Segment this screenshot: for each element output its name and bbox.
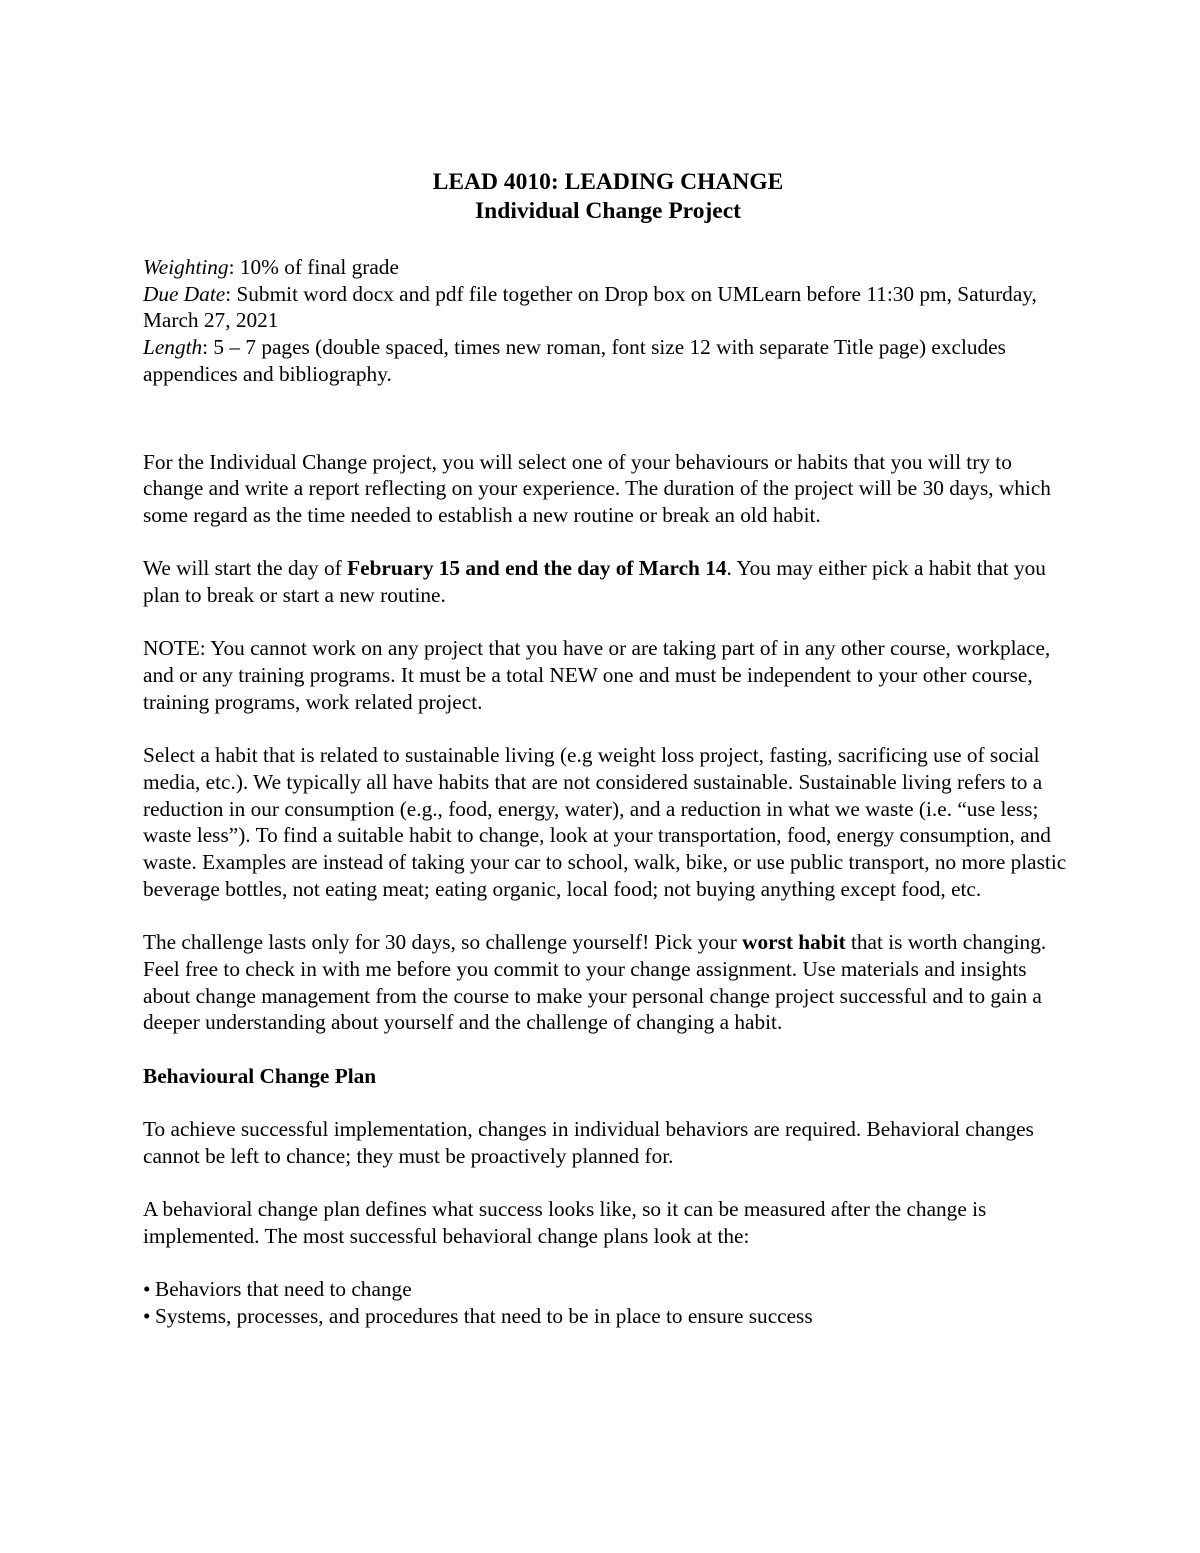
length-value: : 5 – 7 pages (double spaced, times new roman, font size 12 with separate Title page) excludes appendices and bibliography.: [143, 335, 1006, 386]
weighting-line: [143, 254, 1073, 281]
bullet-icon: •: [143, 1277, 151, 1302]
sustainable-habit-paragraph: Select a habit that is related to sustainable living (e.g weight loss project, fasting, sacrificing use of social media, etc.). We typically all have habits that are not considered sustainable. Sustainable living refers to a reduction in our consumption (e.g., food, energy, water), and a reduction in what we waste (i.e. “use less; waste less”). To find a suitable habit to change, look at your transportation, food, energy consumption, and waste. Examples are instead of taking your car to school, walk, bike, or use public transport, no more plastic beverage bottles, not eating meat; eating organic, local food; not buying anything except food, etc.: [143, 743, 1067, 901]
due-date-value: : Submit word docx and pdf file together on Drop box on UMLearn before 11:30 pm, Saturday, March 27, 2021: [143, 281, 1037, 333]
bullet-text: Behaviors that need to change: [155, 1277, 412, 1302]
challenge-text-before: The challenge lasts only for 30 days, so challenge yourself! Pick your: [143, 930, 743, 955]
implementation-paragraph: To achieve successful implementation, changes in individual behaviors are required. Behavioral changes cannot be left to chance; they must be proactively planned for.: [143, 1117, 1034, 1168]
challenge-text-after: that is worth changing. Feel free to check in with me before you commit to your change assignment. Use materials and insights about change management from the course to make your personal change project successful and to gain a deeper understanding about yourself and the challenge of changing a habit.: [143, 930, 1047, 1035]
list-item: [143, 1276, 1073, 1303]
section-heading: Behavioural Change Plan: [143, 1063, 377, 1088]
document-body: [143, 168, 1073, 1330]
bullet-list: [143, 1276, 1073, 1329]
document-subtitle: Individual Change Project: [475, 198, 741, 224]
spacer: [143, 388, 1073, 449]
length-label: Length: [143, 335, 203, 360]
due-date-label: Due Date: [143, 281, 226, 306]
title-block: [143, 168, 1073, 226]
list-item: [143, 1303, 1073, 1330]
due-date-line: [143, 281, 1073, 334]
plan-definition-paragraph: A behavioral change plan defines what success looks like, so it can be measured after the change is implemented. The most successful behavioral change plans look at the:: [143, 1197, 987, 1248]
worst-habit-emphasis: worst habit: [742, 930, 846, 955]
schedule-text-after: . You may either pick a habit that you plan to break or start a new routine.: [143, 556, 1046, 608]
note-paragraph: NOTE: You cannot work on any project that you have or are taking part of in any other course, workplace, and or any training programs. It must be a total NEW one and must be independent to your other course, training programs, work related project.: [143, 636, 1051, 714]
challenge-paragraph: [143, 929, 1073, 1036]
assignment-details: [143, 254, 1073, 388]
schedule-dates: February 15 and end the day of March 14: [347, 556, 727, 581]
schedule-text-before: We will start the day of: [143, 556, 348, 581]
bullet-text: Systems, processes, and procedures that need to be in place to ensure success: [155, 1303, 813, 1328]
weighting-label: Weighting: [143, 255, 229, 279]
schedule-paragraph: [143, 555, 1073, 608]
weighting-value: : 10% of final grade: [228, 255, 399, 279]
length-line: [143, 334, 1073, 387]
intro-paragraph: For the Individual Change project, you will select one of your behaviours or habits that you will try to change and write a report reflecting on your experience. The duration of the project will be 30 days, which some regard as the time needed to establish a new routine or break an old habit.: [143, 449, 1051, 527]
bullet-icon: •: [143, 1303, 151, 1328]
document-title: LEAD 4010: LEADING CHANGE: [432, 169, 784, 195]
